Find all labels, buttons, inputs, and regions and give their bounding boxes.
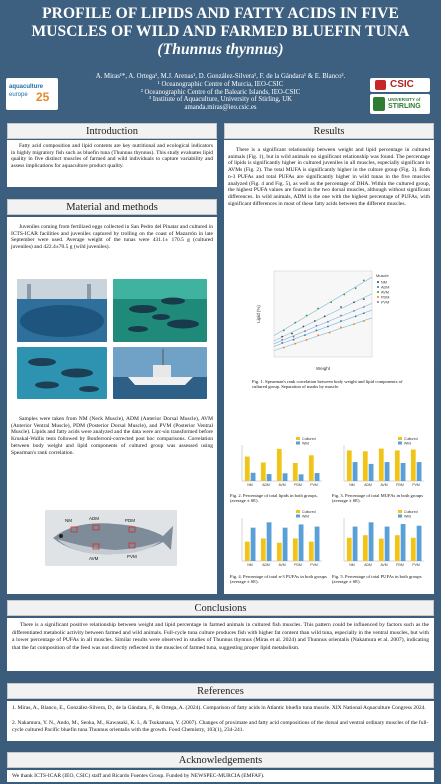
fig5-tick-nm: NM: [349, 563, 355, 567]
fig1-point-pvm-7: [363, 306, 365, 308]
aquaculture-europe-logo: [6, 78, 58, 110]
fig2-bar-wild-avm: [283, 473, 288, 481]
fig4-tick-nm: NM: [247, 563, 253, 567]
fig1-point-avm-6: [355, 287, 357, 289]
methods-heading: Material and methods: [7, 199, 217, 215]
affiliation-2: ² Oceanographic Centre of the Balearic Islands, IEO-CSIC: [140, 88, 301, 96]
fig1-point-adm-4: [327, 326, 329, 328]
fig5-tick-avm: AVM: [380, 563, 388, 567]
fig4-legend-marker-cultured: [296, 510, 300, 513]
stirling-shield-icon: [373, 97, 385, 111]
fig4-bar-cultured-adm: [261, 538, 266, 561]
fig3-legend-label-wild: Wild: [404, 441, 411, 446]
fig1-point-nm-0: [281, 336, 283, 338]
fig5-bar-wild-pdm: [401, 524, 406, 561]
fig1-point-pvm-3: [316, 325, 318, 327]
csic-mark-icon: [375, 80, 386, 90]
authors: A. Miras¹*, A. Ortega¹, M.J. Arenas¹, D. González-Silvera¹, F. de la Gándara¹ & E. Blanco².: [95, 73, 346, 80]
fish-label-nm: NM: [65, 518, 72, 523]
fig4-bar-wild-pvm: [315, 527, 320, 561]
fig4-tick-avm: AVM: [278, 563, 286, 567]
fig1-point-avm-1: [294, 322, 296, 324]
fig3-caption: Fig. 3. Percentage of total MUFAs in both groups (average ± SE).: [332, 493, 424, 504]
fig1-point-pdm-6: [353, 323, 355, 325]
fig4-bar-cultured-avm: [277, 543, 282, 561]
fig5-caption: Fig. 5. Percentage of total PUFAs in both groups (average ± SE).: [332, 574, 422, 585]
fig5-bar-cultured-pdm: [395, 535, 400, 561]
references-heading: References: [7, 683, 434, 699]
fig2-bar-wild-pvm: [315, 473, 320, 481]
fig5-bar-cultured-avm: [379, 539, 384, 561]
fig1-legend-marker-pvm: [377, 301, 379, 303]
reference-2: 2. Nakamura, Y. N., Ando, M., Seoka, M., Kawasaki, K. I., & Tsukamasa, Y. (2007). Changes of proximate and fatty acid compositions of the dorsal and ventral ordinary muscles of the full-cycle cultured Pacific bluefin tuna Thunnus orientalis with the growth. Food Chemistry, 103(1), 234-241.: [12, 720, 429, 733]
introduction-panel: [7, 140, 217, 187]
fig1-point-pdm-1: [294, 343, 296, 345]
fig1-point-avm-7: [363, 279, 365, 281]
csic-logo-text: CSIC: [390, 79, 414, 90]
fig1-legend-marker-avm: [377, 291, 379, 293]
fig1-point-nm-3: [314, 320, 316, 322]
title-line-1: PROFILE OF LIPIDS AND FATTY ACIDS IN FIVE: [42, 5, 399, 22]
methods-text-2: Samples were taken from NM (Neck Muscle), ADM (Anterior Dorsal Muscle), AVM (Anterior Ventral Muscle), PDM (Posterior Dorsal Muscle), and PVM (Posterior Ventral Muscle). Lipids and fatty acids were analyzed and the data were arc-sin transformed before Kruskal-Wallis tests followed by Bonferroni-corrected post hoc comparisons. Correlation between body weight and lipid components of cultured group was assessed using Spearman's rank correlation.: [11, 416, 213, 456]
fig4-bar-cultured-nm: [245, 542, 250, 561]
fig2-bar-cultured-pvm: [309, 455, 314, 481]
fig4-tick-adm: ADM: [262, 563, 270, 567]
fig5-legend-label-wild: Wild: [404, 514, 411, 519]
fig2-bar-cultured-adm: [261, 462, 266, 481]
fig5-legend-marker-wild: [398, 515, 402, 518]
tuna-underwater-photo: [113, 279, 207, 342]
fig1-point-pdm-7: [363, 320, 365, 322]
authors-block: [80, 73, 361, 112]
conclusions-text: There is a significant positive relationship between weight and lipid percentage in farmed animals in cultured fish muscles. This pattern could be influenced by factors such as the differentiated metabolic activity between farmed and wild animals. Full-cycle tuna culture produces fish with higher fat content than wild tuna, especially in the ventral muscles, but with a lower percentage of PUFAs in all muscles. Similar results were observed in studies of Thunnus thynnus (Miras et al. 2024) and Thunnus orientalis (Nakamura et al. 2007), indicating that the fat composition of the feed was not directly reflected in the muscles of farmed tuna, suggesting proper lipid metabolism.: [12, 622, 429, 651]
fig3-tick-nm: NM: [349, 483, 355, 487]
fig2-bar-cultured-nm: [245, 457, 250, 481]
fig5-bar-cultured-adm: [363, 535, 368, 561]
fig1-point-pvm-6: [353, 310, 355, 312]
acknowledgements-panel: [7, 770, 434, 782]
conclusions-panel: [7, 618, 434, 671]
fig1-point-adm-0: [281, 342, 283, 344]
fig5-tick-pvm: PVM: [412, 563, 420, 567]
fig4-tick-pdm: PDM: [294, 563, 302, 567]
stirling-logo-text-2: STIRLING: [388, 103, 421, 110]
fig1-plot-area: [274, 271, 372, 357]
fig3-legend-marker-wild: [398, 442, 402, 445]
fig3-bar-cultured-nm: [347, 450, 352, 481]
fig1-ylabel: Lipid (%): [256, 305, 261, 323]
results-heading: Results: [224, 123, 434, 139]
fig3-legend-label-cultured: Cultured: [404, 436, 418, 441]
fig2-bar-wild-adm: [267, 474, 272, 481]
fig3-bar-cultured-pvm: [411, 450, 416, 482]
fig1-point-pvm-4: [327, 321, 329, 323]
fig5-legend-label-cultured: Cultured: [404, 509, 418, 514]
acknowledgements-text: We thank ICTS-ICAR (IEO, CSIC) staff and Ricardo Fuentes Group. Funded by NEWSPEC-MURCIA (EMFAF).: [12, 773, 265, 779]
fish-label-pdm: PDM: [125, 518, 135, 523]
fig3-bar-wild-pvm: [417, 462, 422, 481]
fig2-legend-label-wild: Wild: [302, 441, 309, 446]
stirling-logo: [370, 94, 430, 114]
logo-aq-text-2: europe: [9, 92, 28, 98]
fig4-bar-cultured-pvm: [309, 542, 314, 561]
fig1-legend-label-pvm: PVM: [381, 300, 390, 305]
fig4-bar-wild-adm: [267, 522, 272, 561]
fig1-point-nm-7: [363, 298, 365, 300]
fig3-bar-cultured-pdm: [395, 450, 400, 481]
fig3-bar-cultured-adm: [363, 451, 368, 481]
fig2-tick-nm: NM: [247, 483, 253, 487]
fig1-legend-marker-nm: [377, 281, 379, 283]
fig4-bar-cultured-pdm: [293, 538, 298, 561]
conclusions-heading: Conclusions: [7, 600, 434, 616]
fig1-legend-label-pdm: PDM: [381, 295, 390, 300]
fig3-tick-pdm: PDM: [396, 483, 404, 487]
fig1-point-pvm-5: [340, 315, 342, 317]
fig2-bar-wild-nm: [251, 473, 256, 481]
fig3-bar-wild-adm: [369, 464, 374, 481]
fig4-tick-pvm: PVM: [310, 563, 318, 567]
fig1-point-nm-6: [353, 301, 355, 303]
fig1-legend-title: Muscle: [376, 273, 389, 278]
fig3-tick-adm: ADM: [364, 483, 372, 487]
fig1-scatter-chart: [254, 265, 404, 373]
fig1-point-pdm-0: [283, 347, 285, 349]
fig3-bar-chart: [332, 435, 428, 490]
fig2-tick-pdm: PDM: [294, 483, 302, 487]
fig2-bar-cultured-avm: [277, 449, 282, 481]
fig1-point-avm-0: [283, 330, 285, 332]
fig5-bar-cultured-pvm: [411, 538, 416, 561]
results-panel: [224, 140, 434, 594]
fig1-point-avm-4: [330, 301, 332, 303]
fig1-legend-marker-adm: [377, 286, 379, 288]
fig1-point-pdm-5: [340, 326, 342, 328]
fig2-caption: Fig. 2. Percentage of total lipids in both groups, (average ± SE).: [230, 493, 318, 504]
stirling-logo-text-1: UNIVERSITY of: [388, 97, 421, 102]
fig1-point-pvm-1: [293, 336, 295, 338]
tank-photo: [17, 279, 107, 342]
fig1-point-nm-2: [303, 326, 305, 328]
fish-label-pvm: PVM: [127, 554, 137, 559]
fig1-point-pdm-3: [317, 334, 319, 336]
fig1-legend-marker-pdm: [377, 296, 379, 298]
references-panel: [7, 701, 434, 741]
email: amanda.miras@ieo.csic.es: [184, 104, 257, 112]
fig1-point-adm-3: [316, 330, 318, 332]
fig2-legend-label-cultured: Cultured: [302, 436, 316, 441]
fig2-bar-wild-pdm: [299, 474, 304, 481]
fig3-bar-wild-nm: [353, 462, 358, 481]
fig4-bar-wild-pdm: [299, 524, 304, 561]
fig4-bar-wild-nm: [251, 528, 256, 561]
fig1-caption: Fig. 1. Spearman's rank correlation between body weight and lipid components of cultured group. Separation of marks by muscle.: [252, 379, 403, 390]
poster-title: [8, 5, 433, 59]
fig1-point-avm-3: [317, 308, 319, 310]
logo-aq-text-1: aquaculture: [9, 84, 44, 90]
introduction-text: Fatty acid composition and lipid contents are key nutritional and ecological indicators in highly migratory fish such as bluefin tuna (Thunnus thynnus). This study evaluates lipid quality in five distinct muscles of farmed and wild individuals to capture variability and assess implications for aquaculture product quality.: [11, 143, 213, 170]
fig5-bar-wild-adm: [369, 522, 374, 561]
title-line-3: (Thunnus thynnus): [157, 41, 284, 58]
fig1-legend-label-nm: NM: [381, 280, 387, 285]
methods-panel: [7, 217, 217, 594]
fig1-legend-label-avm: AVM: [381, 290, 389, 295]
fig3-tick-avm: AVM: [380, 483, 388, 487]
fig2-legend-marker-cultured: [296, 437, 300, 440]
fig1-point-pdm-4: [329, 332, 331, 334]
methods-text-1: Juveniles coming from fertilized eggs collected in San Pedro del Pinatar and cultured in ICTS-ICAR facilities and juveniles captured by trolling on the coast of Mazarrón in late September were used. Average weight of the tunas were 431.1± 170.5 g (cultured juveniles) and 422.4±70.5 g (wild juveniles).: [11, 224, 213, 251]
fish-label-avm: AVM: [89, 556, 99, 561]
fig1-point-adm-2: [304, 334, 306, 336]
fig1-point-nm-4: [324, 315, 326, 317]
fig5-bar-wild-avm: [385, 527, 390, 561]
fig3-legend-marker-cultured: [398, 437, 402, 440]
fig2-legend-marker-wild: [296, 442, 300, 445]
fig1-point-nm-5: [340, 306, 342, 308]
fig4-legend-marker-wild: [296, 515, 300, 518]
fishing-boat-photo: [113, 347, 207, 399]
fig2-bar-chart: [230, 435, 326, 490]
results-text: There is a significant relationship between weight and lipid percentage in cultured animals (Fig. 1), but in wild animals no significant relationship was found. The percentage of lipids is significantly higher in cultured juveniles in all muscles, especially significant in AVMs (Fig. 2). The total MUFA is significantly higher in the culture group (Fig. 3). Both n-3 PUFAs and total PUFAs are significantly higher in wild tunas in the five muscles analyzed (Fig. 4 and Fig. 5), as well as the percentage of DHA. Within the cultured group, the highest PUFA values are found in the two dorsal muscles, although without significant differences. In wild animals, ADM is the one with the highest percentage of PUFAs, with significant differences in most of these fatty acids between the different muscles.: [228, 147, 430, 207]
fig3-bar-wild-pdm: [401, 463, 406, 481]
fig1-point-avm-2: [306, 315, 308, 317]
logo-aq-number: 25: [36, 90, 50, 104]
title-line-2: MUSCLES OF WILD AND FARMED BLUEFIN TUNA: [31, 23, 410, 40]
fig1-point-pdm-2: [306, 339, 308, 341]
fig5-legend-marker-cultured: [398, 510, 402, 513]
fig3-bar-cultured-avm: [379, 449, 384, 481]
fig5-tick-pdm: PDM: [396, 563, 404, 567]
fig1-point-adm-5: [340, 320, 342, 322]
fig1-point-pvm-2: [304, 330, 306, 332]
fig3-tick-pvm: PVM: [412, 483, 420, 487]
reference-1: 1. Miras, A., Blanco, E., González-Silvera, D., de la Gándara, F., & Ortega, A. (2024). Comparison of fatty acids in Atlantic bluefin tuna muscle. XIX National Aquaculture Congress 2024.: [12, 705, 426, 711]
fish-sampling-photo: [45, 510, 177, 566]
fig4-caption: Fig. 4. Percentage of total n-3 PUFAs in both groups (average ± SE).: [230, 574, 327, 585]
fig1-point-pvm-0: [281, 339, 283, 341]
fig2-tick-pvm: PVM: [310, 483, 318, 487]
fig5-bar-chart: [332, 508, 428, 570]
fig2-tick-avm: AVM: [278, 483, 286, 487]
tuna-juveniles-photo: [17, 347, 107, 399]
fig2-tick-adm: ADM: [262, 483, 270, 487]
affiliation-3: ³ Institute of Aquaculture, University of Stirling, UK: [148, 96, 293, 104]
fig2-bar-cultured-pdm: [293, 463, 298, 481]
fig1-point-adm-6: [355, 315, 357, 317]
fig1-xlabel: Weight: [316, 366, 330, 371]
fig4-legend-label-wild: Wild: [302, 514, 309, 519]
fish-label-adm: ADM: [89, 516, 99, 521]
affiliation-1: ¹ Oceanographic Centre of Murcia, IEO-CSIC: [157, 80, 284, 88]
fig4-bar-chart: [230, 508, 326, 570]
fig5-bar-wild-pvm: [417, 526, 422, 561]
fig5-tick-adm: ADM: [364, 563, 372, 567]
csic-logo: [370, 78, 430, 92]
fig4-bar-wild-avm: [283, 528, 288, 561]
fig1-point-nm-1: [291, 333, 293, 335]
introduction-heading: Introduction: [7, 123, 217, 139]
fig5-bar-cultured-nm: [347, 538, 352, 561]
fig1-legend-label-adm: ADM: [381, 285, 390, 290]
fig1-point-adm-7: [363, 312, 365, 314]
fig1-point-adm-1: [293, 339, 295, 341]
fig4-legend-label-cultured: Cultured: [302, 509, 316, 514]
fig5-bar-wild-nm: [353, 527, 358, 561]
fig1-point-avm-5: [343, 294, 345, 296]
fig3-bar-wild-avm: [385, 462, 390, 481]
acknowledgements-heading: Acknowledgements: [7, 752, 434, 768]
